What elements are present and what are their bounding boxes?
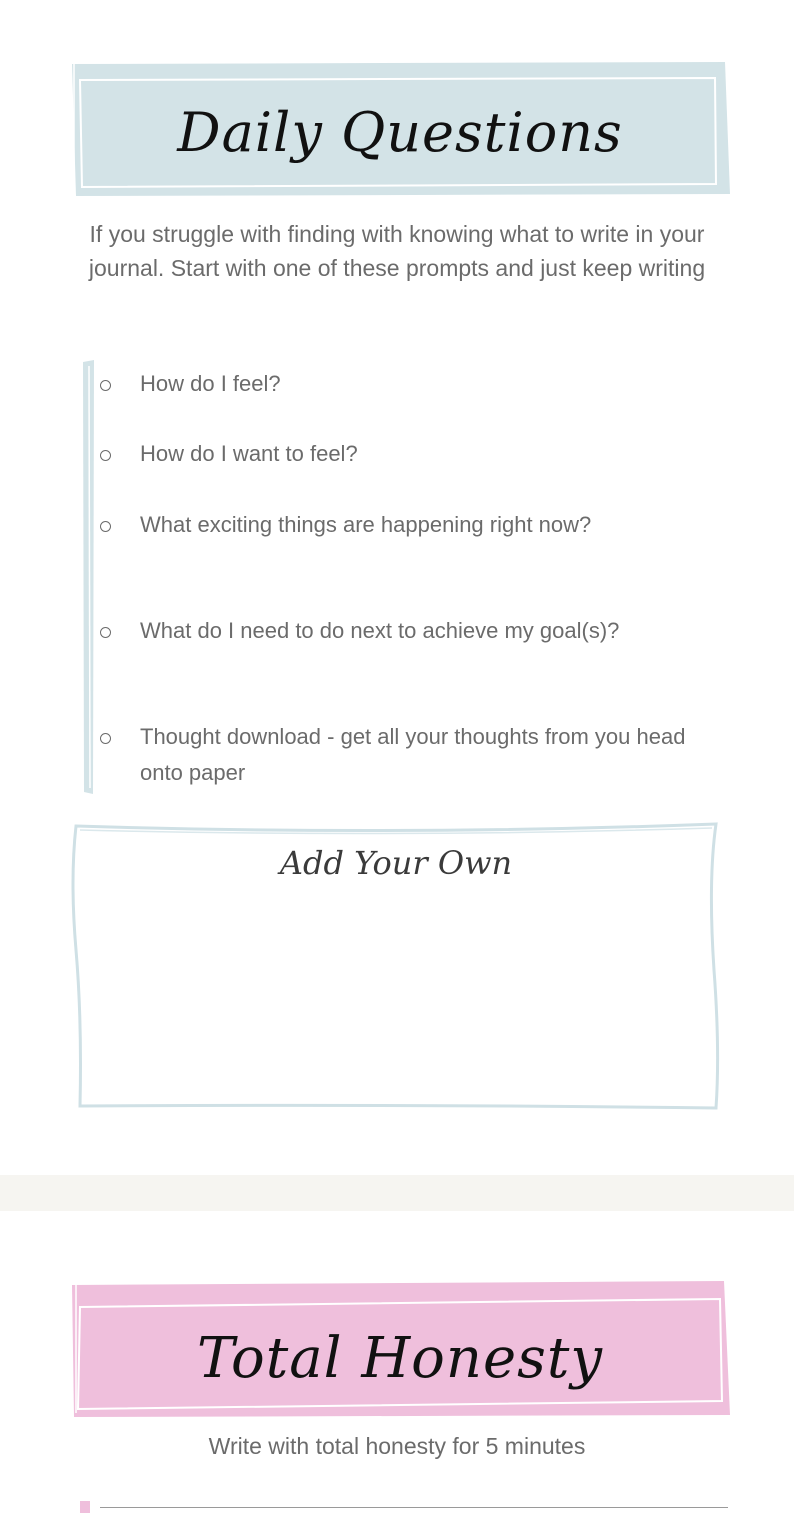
- bullet-circle-icon: [100, 627, 111, 638]
- bullet-circle-icon: [100, 521, 111, 532]
- list-item: [96, 366, 281, 402]
- writing-line[interactable]: [100, 1507, 728, 1508]
- prompt-text: What do I need to do next to achieve my goal(s)?: [140, 618, 620, 643]
- page-title: Daily Questions: [177, 101, 623, 164]
- bullet-circle-icon: [100, 380, 111, 391]
- add-your-own-heading: Add Your Own: [279, 844, 513, 882]
- list-item: [96, 613, 619, 649]
- bullet-circle-icon: [100, 733, 111, 744]
- prompt-text: What exciting things are happening right now?: [140, 512, 592, 537]
- total-honesty-banner: [70, 1279, 730, 1421]
- line-marker: [80, 1501, 90, 1513]
- list-item: [96, 436, 358, 472]
- section-title: Total Honesty: [197, 1326, 603, 1391]
- prompt-text: Thought download - get all your thoughts from you head onto paper: [140, 724, 686, 785]
- list-item: [96, 507, 591, 543]
- intro-text: If you struggle with finding with knowing what to write in your journal. Start with one of these prompts and just keep writing: [88, 221, 706, 281]
- add-your-own-box[interactable]: [68, 820, 724, 1115]
- total-honesty-page: [0, 1211, 794, 1513]
- daily-questions-banner: [70, 60, 730, 200]
- prompt-text: How do I feel?: [140, 371, 281, 396]
- bullet-circle-icon: [100, 450, 111, 461]
- list-item: [96, 719, 716, 791]
- section-subtitle: Write with total honesty for 5 minutes: [208, 1433, 586, 1459]
- page-divider: [0, 1175, 794, 1211]
- prompt-text: How do I want to feel?: [140, 441, 358, 466]
